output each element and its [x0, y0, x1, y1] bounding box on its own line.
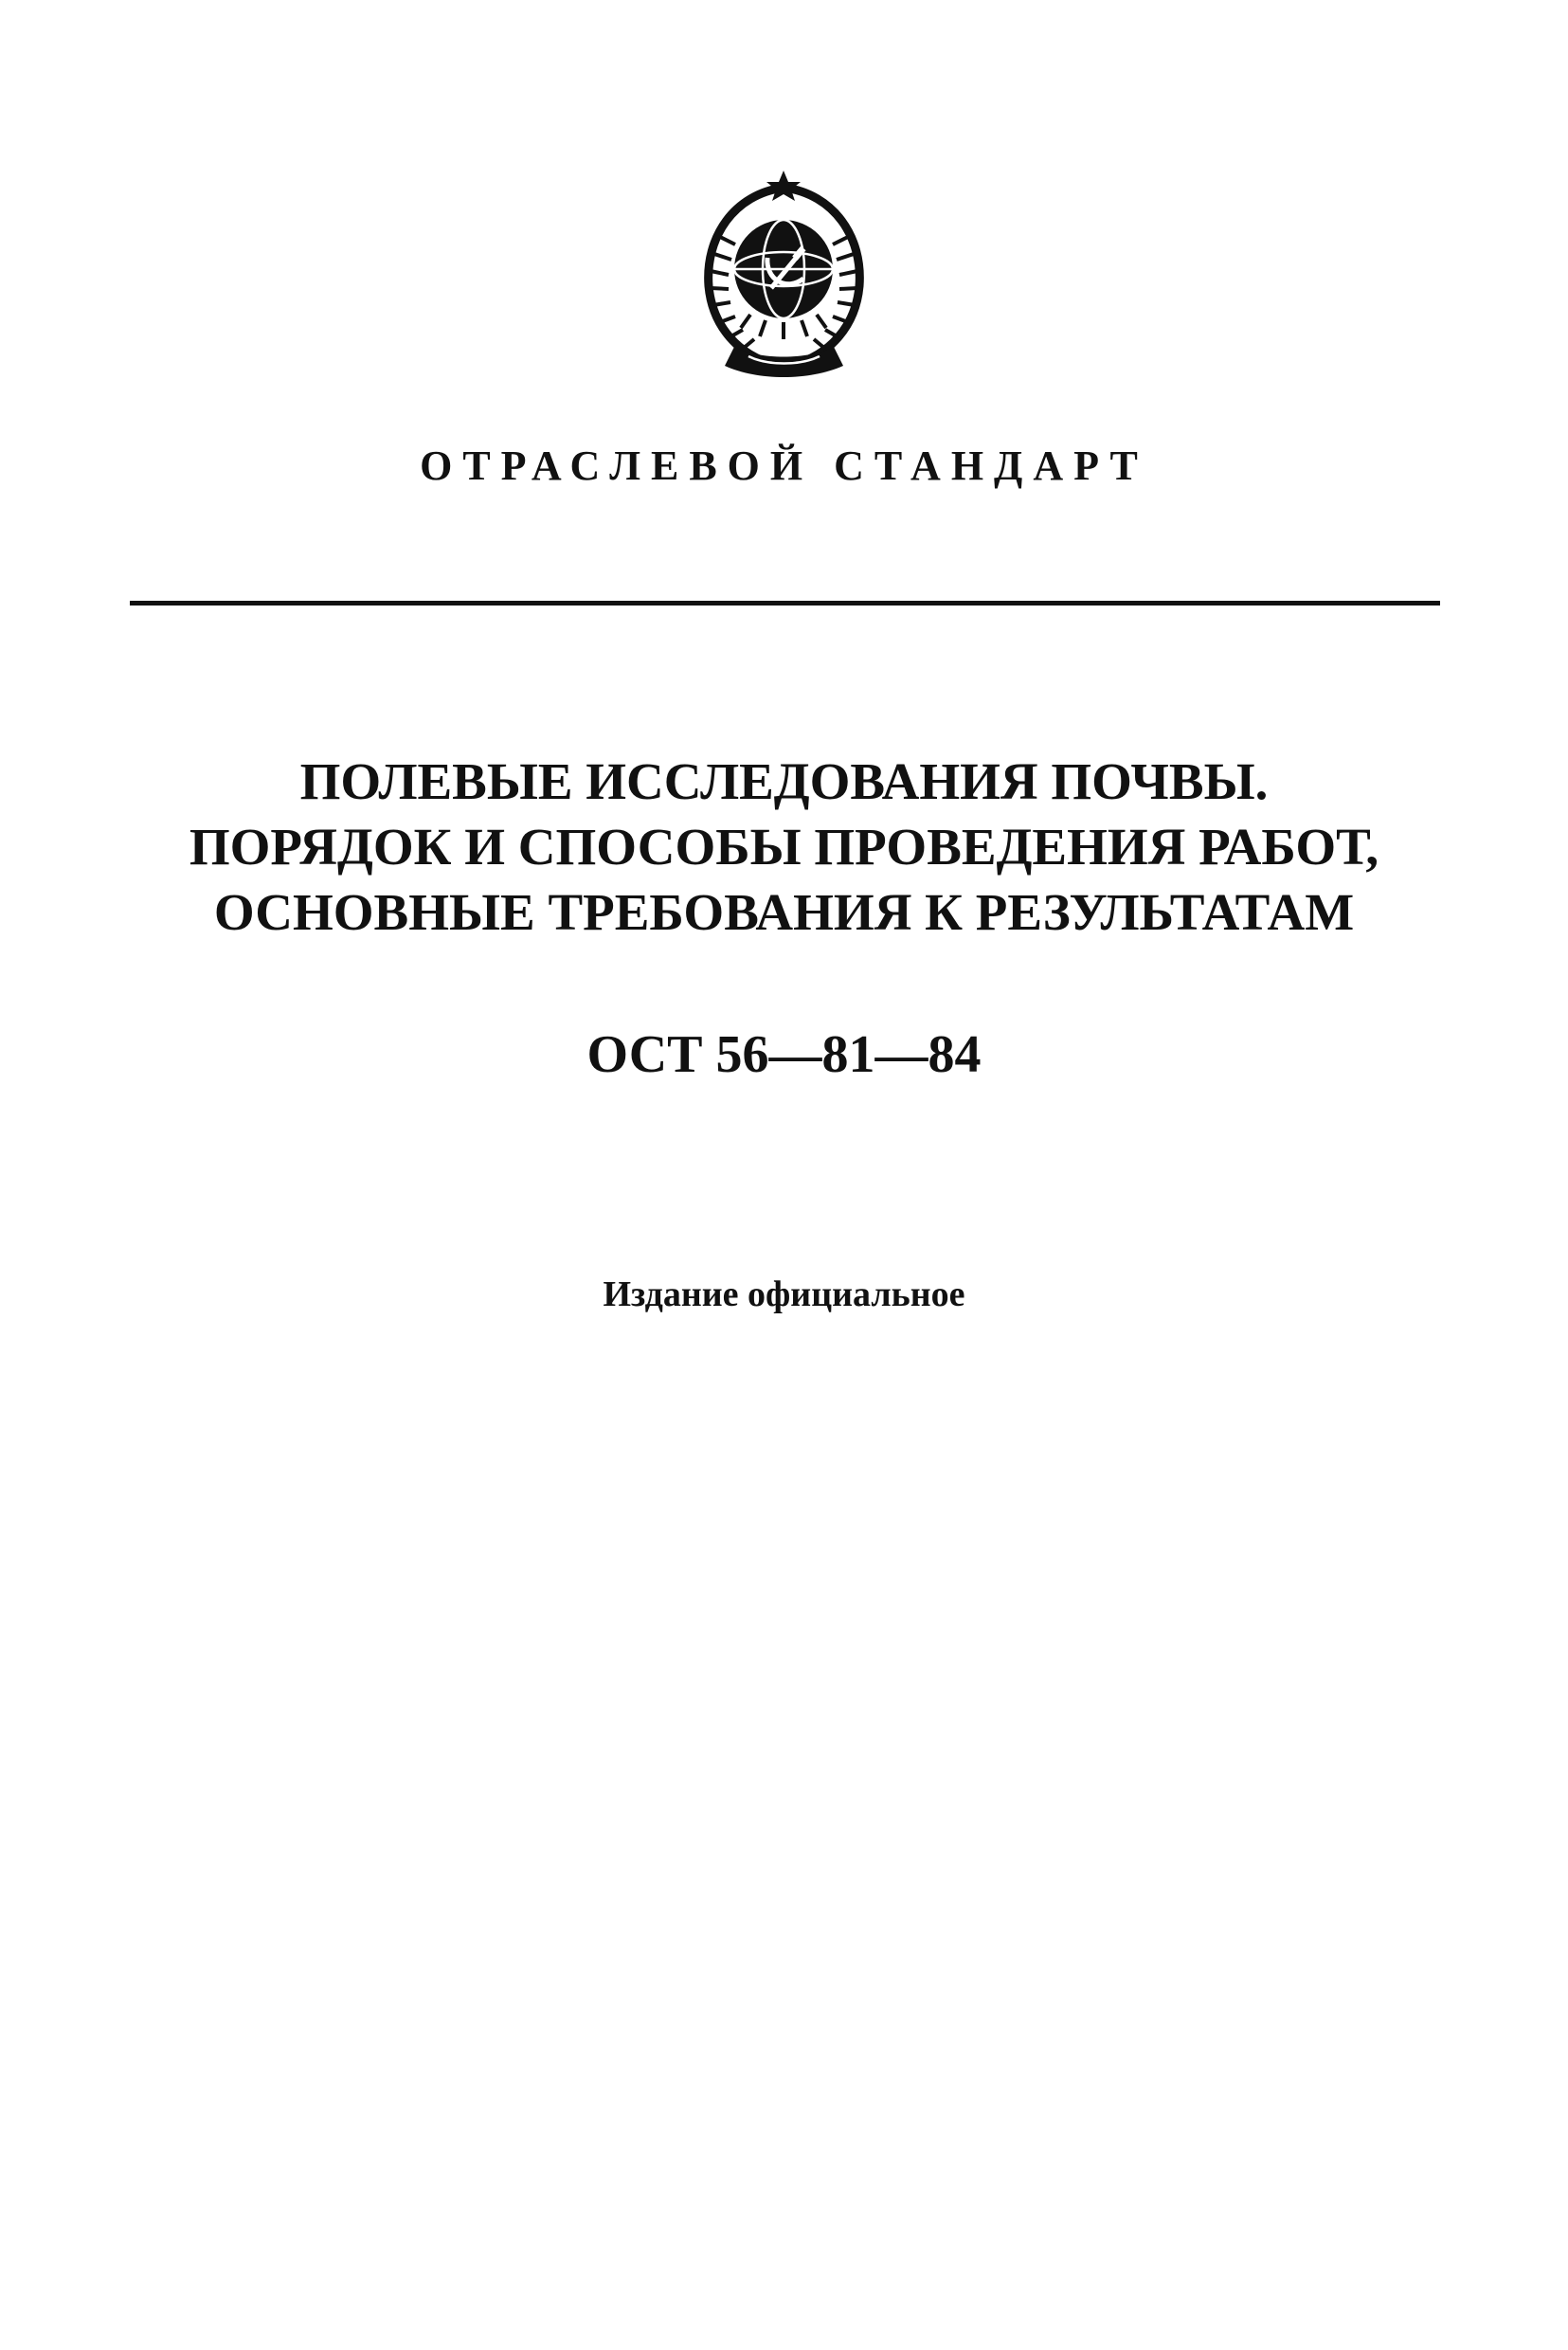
- document-title: [0, 749, 1568, 945]
- standard-number: ОСТ 56—81—84: [586, 1025, 982, 1084]
- edition-label: Издание официальное: [603, 1274, 965, 1314]
- standard-type-label: ОТРАСЛЕВОЙ СТАНДАРТ: [420, 443, 1148, 489]
- title-line: ПОЛЕВЫЕ ИССЛЕДОВАНИЯ ПОЧВЫ.: [299, 752, 1269, 810]
- title-line: ОСНОВНЫЕ ТРЕБОВАНИЯ К РЕЗУЛЬТАТАМ: [213, 883, 1355, 941]
- title-line: ПОРЯДОК И СПОСОБЫ ПРОВЕДЕНИЯ РАБОТ,: [189, 818, 1379, 876]
- horizontal-rule: [130, 601, 1440, 606]
- ussr-state-emblem-icon: [692, 171, 876, 381]
